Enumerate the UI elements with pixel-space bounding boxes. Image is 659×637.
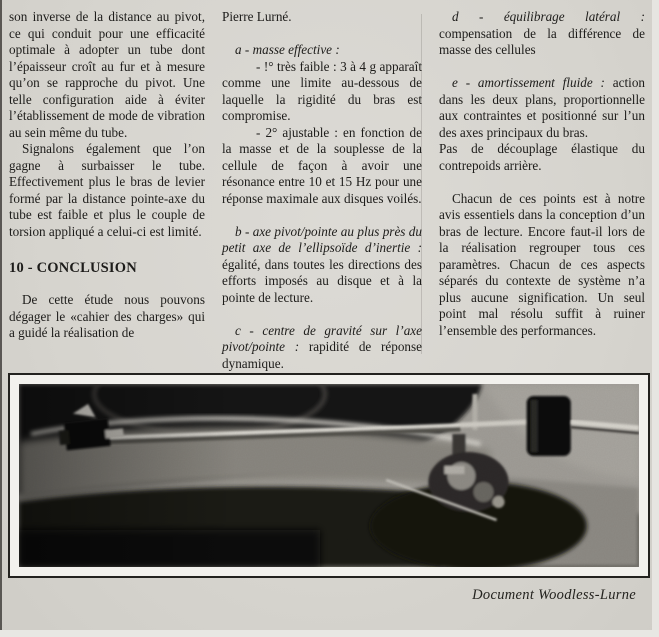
tonearm-photo	[19, 384, 639, 567]
item-a-heading: a - masse effective :	[235, 42, 340, 57]
figure-frame	[8, 373, 650, 578]
paragraph: Signalons également que l’on gagne à surbaisser le tube. Effectivement plus le bras de levier formé par la distance pointe-axe du tube est faible et plus le couple de torsion appliqué a celui-ci est limité.	[9, 141, 205, 239]
item-d-paragraph	[439, 9, 645, 59]
item-a-point-1: - !° très faible : 3 à 4 g apparaît comme une limite au-dessous de laquelle la rigidité du bras est compromise.	[222, 58, 422, 123]
conclusion-heading: 10 - CONCLUSION	[9, 260, 137, 276]
item-a-point-2: - 2° ajustable : en fonction de la masse et de la souplesse de la cellule de façon à avoir une résonance entre 10 et 15 Hz pour une réponse maximale aux disques voilés.	[222, 124, 422, 206]
article-column-3	[439, 9, 645, 372]
paragraph: Pierre Lurné.	[222, 9, 292, 24]
item-c-paragraph	[222, 323, 422, 373]
paragraph: son inverse de la distance au pivot, ce qui conduit pour une efficacité optimale à adopter un tube dont l’épaisseur croît au fur et à mesure qu’on se rapproche du pivot. Une telle configuration aide à éviter l’établissement de mode de vibration au sein même du tube.	[9, 9, 205, 140]
item-e-text: action dans les deux plans, proportionnelle aux contraintes et positionné sur l’un des axes principaux du bras.	[439, 75, 646, 140]
figure	[8, 373, 650, 604]
item-b-lead: b - axe pivot/pointe au plus près du petit axe de l’ellipsoïde d’inertie :	[222, 223, 422, 255]
item-e-paragraph	[439, 75, 645, 141]
page-left-edge	[0, 0, 2, 637]
paragraph: De cette étude nous pouvons dégager le «cahier des charges» qui a guidé la réalisation de	[9, 292, 205, 340]
item-b-paragraph	[222, 224, 422, 307]
paragraph: Pas de découplage élastique du contrepoids arrière.	[439, 141, 645, 173]
item-d-text: compensation de la différence de masse des cellules	[439, 25, 645, 57]
photo-caption: Document Woodless-Lurne	[472, 587, 636, 603]
page-right-margin	[652, 0, 659, 637]
page-bottom-margin	[0, 630, 659, 637]
article-body	[9, 9, 649, 372]
item-e-lead: e - amortissement fluide :	[452, 75, 605, 90]
item-c-text: rapidité de réponse dynamique.	[222, 339, 422, 371]
article-column-1	[9, 9, 205, 372]
item-b-text: égalité, dans toutes les directions des efforts imposés au disque et à la pointe de lecture.	[222, 256, 422, 305]
item-c-lead: c - centre de gravité sur l’axe pivot/pointe :	[222, 322, 422, 354]
article-column-2	[222, 9, 422, 372]
paragraph: Chacun de ces points est à notre avis essentiels dans la conception d’un bras de lecture. Encore faut-il lors de la réalisation regrouper tous ces paramètres. Chacun de ces aspects séparés du contexte de système n’a plus aucune signification. Un seul point mal résolu suffit à ruiner l’ensemble des performances.	[439, 190, 645, 338]
item-d-lead: d - équilibrage latéral :	[452, 9, 645, 24]
